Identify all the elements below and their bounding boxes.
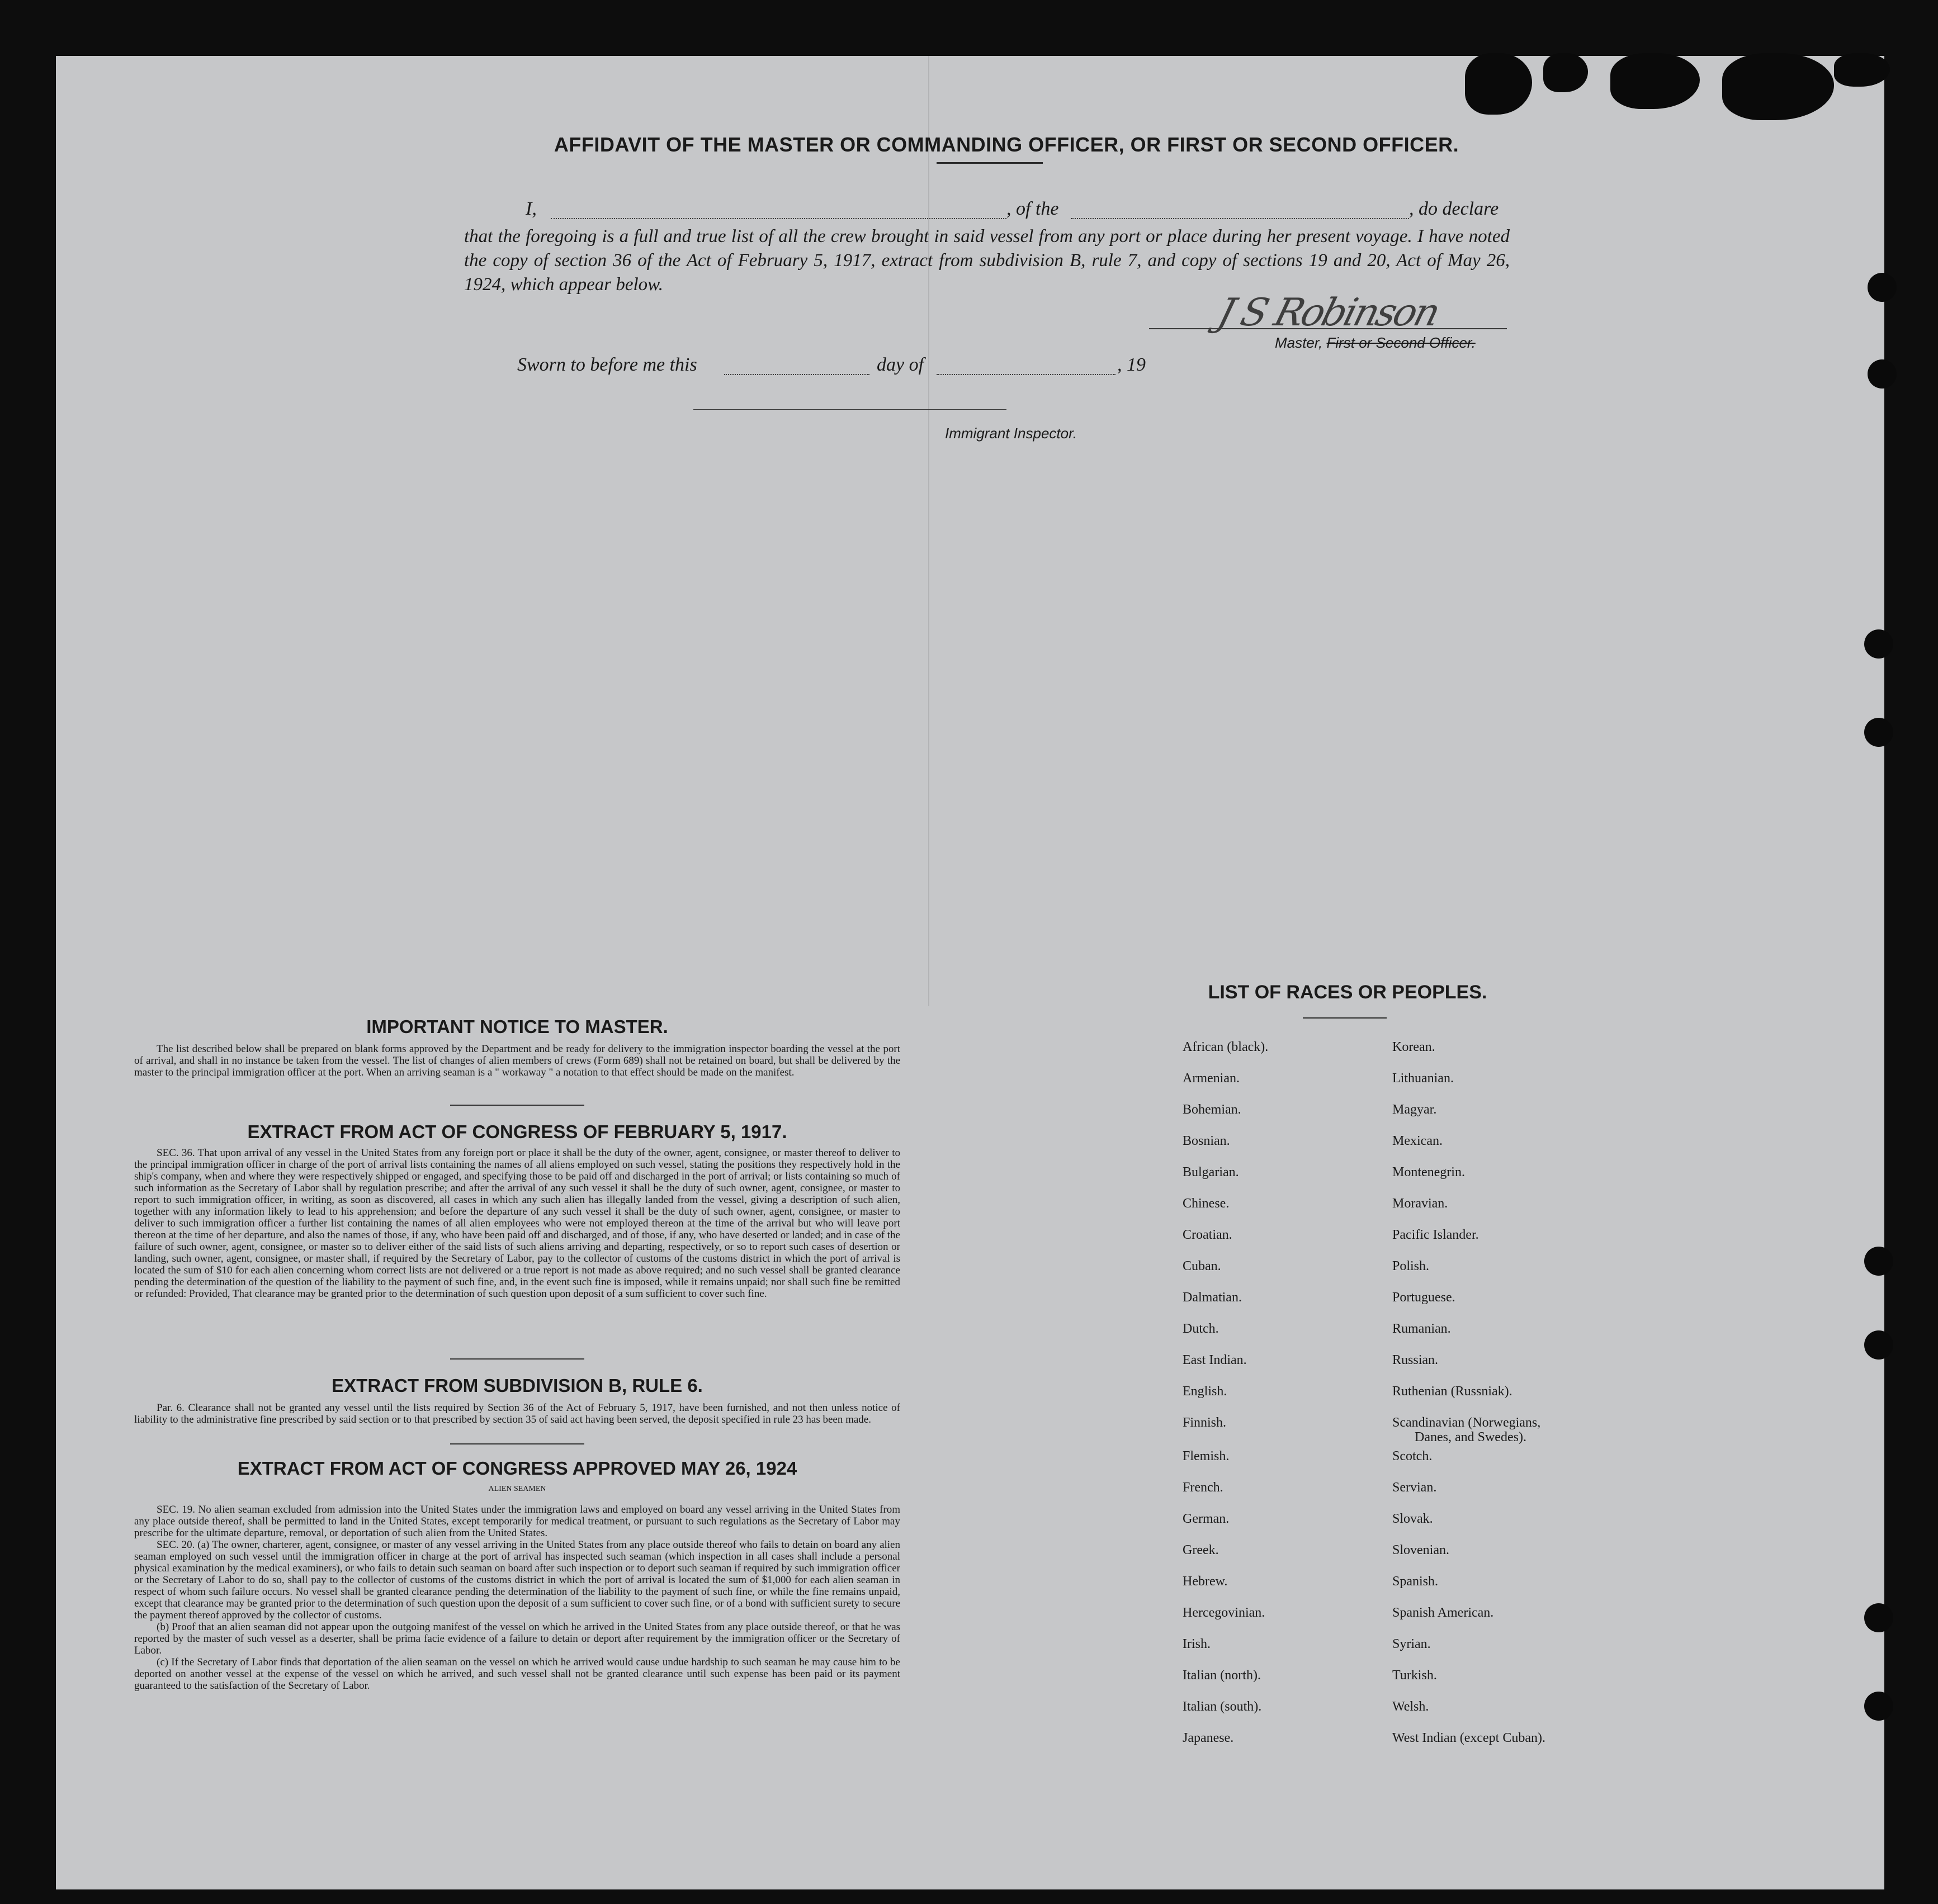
race-item: Chinese. — [1183, 1196, 1230, 1211]
punch-hole — [1864, 1247, 1893, 1276]
race-item: Polish. — [1392, 1259, 1430, 1273]
i-label: I, — [526, 198, 537, 219]
race-item: Lithuanian. — [1392, 1071, 1454, 1086]
race-item: Syrian. — [1392, 1637, 1431, 1651]
sec20b-text: (b) Proof that an alien seaman did not appear upon the outgoing manifest of the vessel on which he arrived in the United States from any place outside thereof, or that he was reported by the master of such vessel as a deserter, shall be prima facie evidence of a failure to detain or deport after requirement by the immigration officer or the Secretary of Labor. — [134, 1621, 900, 1656]
day-of-label: day of — [877, 354, 924, 375]
race-item: Slovenian. — [1392, 1543, 1449, 1557]
divider — [450, 1105, 584, 1106]
race-item: Rumanian. — [1392, 1322, 1451, 1336]
punch-hole — [1864, 1692, 1893, 1721]
declaration-text: that the foregoing is a full and true list of all the crew brought in said vessel from any port or place during her present voyage. I have noted the copy of section 36 of the Act of February 5, 1917, extract from subdivision B, rule 7, and copy of sections 19 and 20, Act of May 26, 1924, which appear below. — [464, 226, 1510, 295]
punch-hole — [1868, 359, 1897, 389]
race-item: Portuguese. — [1392, 1290, 1455, 1305]
race-item: Ruthenian (Russniak). — [1392, 1384, 1512, 1399]
extract-1924-title: EXTRACT FROM ACT OF CONGRESS APPROVED MAY 26, 1924 — [237, 1458, 797, 1479]
race-item: German. — [1183, 1512, 1230, 1526]
race-item: African (black). — [1183, 1040, 1269, 1054]
month-blank[interactable] — [937, 373, 1115, 375]
race-item: Korean. — [1392, 1040, 1435, 1054]
race-item: Montenegrin. — [1392, 1165, 1465, 1180]
extract-1917-body — [134, 1147, 900, 1300]
race-item: Greek. — [1183, 1543, 1219, 1557]
race-item: Bohemian. — [1183, 1102, 1241, 1117]
race-item: East Indian. — [1183, 1353, 1247, 1367]
sec20c-text: (c) If the Secretary of Labor finds that deportation of the alien seaman on the vessel on which he arrived would cause undue hardship to such seaman he may cause him to be deported on another vessel at the expense of the vessel on which he arrived, and such vessel shall not be granted clearance until such expense has been paid or its payment guaranteed to the satisfaction of the Secretary of Labor. — [134, 1656, 900, 1692]
notice-text: The list described below shall be prepared on blank forms approved by the Department and be ready for delivery to the immigration inspector boarding the vessel at the port of arrival, and shall in no instance be taken from the vessel. The list of changes of alien members of crews (Form 689) shall not be retained on board, but shall be delivered by the master to the principal immigration officer at the port. When an arriving seaman is a " workaway " a notation to that effect should be made on the manifest. — [134, 1043, 900, 1078]
master-signature: J S Robinson — [1213, 291, 1443, 335]
race-item: Spanish American. — [1392, 1605, 1494, 1620]
race-item: Servian. — [1392, 1480, 1437, 1495]
race-item: Moravian. — [1392, 1196, 1448, 1211]
race-item: Bulgarian. — [1183, 1165, 1239, 1180]
races-title: LIST OF RACES OR PEOPLES. — [1208, 982, 1487, 1003]
race-item: Finnish. — [1183, 1415, 1227, 1430]
extract-1917-title: EXTRACT FROM ACT OF CONGRESS OF FEBRUARY 5, 1917. — [247, 1121, 787, 1142]
race-item: Slovak. — [1392, 1512, 1433, 1526]
race-item: Scotch. — [1392, 1449, 1433, 1463]
race-item: Magyar. — [1392, 1102, 1437, 1117]
punch-hole — [1864, 718, 1893, 747]
of-the-label: , of the — [1006, 198, 1059, 219]
extract-1924-body — [134, 1504, 900, 1692]
divider — [450, 1443, 584, 1444]
notice-body — [134, 1043, 900, 1078]
race-item: Japanese. — [1183, 1731, 1234, 1745]
notice-title: IMPORTANT NOTICE TO MASTER. — [366, 1016, 668, 1037]
fold-line — [928, 56, 929, 1006]
divider — [450, 1358, 584, 1360]
races-right-column — [1392, 1040, 1545, 1762]
race-item: Italian (north). — [1183, 1668, 1261, 1683]
struck-officer-label: First or Second Officer. — [1326, 334, 1476, 351]
race-item: Cuban. — [1183, 1259, 1221, 1273]
race-item: English. — [1183, 1384, 1227, 1399]
name-blank[interactable] — [551, 217, 1006, 219]
affidavit-title: AFFIDAVIT OF THE MASTER OR COMMANDING OFFICER, OR FIRST OR SECOND OFFICER. — [554, 133, 1459, 156]
race-item: Hebrew. — [1183, 1574, 1228, 1589]
alien-seamen-subtitle: ALIEN SEAMEN — [488, 1485, 546, 1493]
title-underline — [937, 162, 1043, 164]
race-item: Pacific Islander. — [1392, 1228, 1479, 1242]
races-title-underline — [1303, 1017, 1387, 1019]
sworn-label: Sworn to before me this — [517, 354, 697, 375]
race-item-line: Scandinavian (Norwegians, — [1392, 1415, 1541, 1430]
rule6-text: Par. 6. Clearance shall not be granted any vessel until the lists required by Section 36 of the Act of February 5, 1917, have been furnished, and not then unless notice of liability to the administrative fine prescribed by said section or to that prescribed by section 35 of said act having been served, the deposit specified in rule 23 has been made. — [134, 1402, 900, 1425]
race-item: Russian. — [1392, 1353, 1439, 1367]
race-item: Mexican. — [1392, 1134, 1443, 1148]
race-item: Armenian. — [1183, 1071, 1240, 1086]
race-item: Flemish. — [1183, 1449, 1230, 1463]
punch-hole — [1868, 273, 1897, 302]
race-item: Irish. — [1183, 1637, 1211, 1651]
master-word: Master, — [1275, 334, 1323, 351]
race-item: French. — [1183, 1480, 1223, 1495]
race-item: Welsh. — [1392, 1699, 1429, 1714]
race-item: Hercegovinian. — [1183, 1605, 1265, 1620]
sec19-text: SEC. 19. No alien seaman excluded from admission into the United States under the immigration laws and employed on board any vessel arriving in the United States from any place outside thereof, shall be permitted to land in the United States, except temporarily for medical treatment, or pursuant to such regulations as the Secretary of Labor may prescribe for the ultimate departure, removal, or deportation of such alien from the United States. — [134, 1504, 900, 1539]
sec36-text: SEC. 36. That upon arrival of any vessel in the United States from any foreign port or place it shall be the duty of the owner, agent, consignee, or master thereof to deliver to the principal immigration officer in charge of the port of arrival lists containing the names of all aliens employed on such vessel, stating the positions they respectively hold in the ship's company, when and where they were respectively shipped or engaged, and specifying those to be paid off and discharged in the port of arrival; or lists containing so much of such information as the Secretary of Labor shall by regulation prescribe; and after the arrival of any such vessel it shall be the duty of such owner, agent, consignee, or master to report to such immigration officer, in writing, as soon as discovered, all cases in which any such alien has illegally landed from the vessel, giving a description of such alien, together with any information likely to lead to his apprehension; and before the departure of any such vessel it shall be the duty of such owner, agent, consignee, or master to deliver to such immigration officer a further list containing the names of all alien employees who were not employed thereon at the time of the arrival but who will leave port thereon at the time of her departure, and also the names of those, if any, who have been paid off and discharged, and of those, if any, who have deserted or landed; and in case of the failure of such owner, agent, consignee, or master so to deliver either of the said lists of such aliens arriving and departing, respectively, or so to report such cases of desertion or landing, such owner, agent, consignee, or master shall, if required by the Secretary of Labor, pay to the collector of customs of the customs district in which the port of arrival is located the sum of $10 for each alien concerning whom correct lists are not delivered or a true report is not made as above required; and no such vessel shall be granted clearance pending the determination of the question of the liability to the payment of such fine, and, in the event such fine is imposed, while it remains unpaid; nor shall such fine be remitted or refunded: Provided, That clearance may be granted prior to the determination of such question upon deposit of a sum sufficient to cover such fine. — [134, 1147, 900, 1300]
rule6-body — [134, 1402, 900, 1425]
race-item: Croatian. — [1183, 1228, 1232, 1242]
day-blank[interactable] — [724, 373, 869, 375]
punch-hole — [1864, 629, 1893, 659]
signature-line — [1149, 327, 1507, 329]
race-item: Spanish. — [1392, 1574, 1439, 1589]
races-left-column — [1183, 1040, 1268, 1762]
race-item: West Indian (except Cuban). — [1392, 1731, 1545, 1745]
sec20a-text: SEC. 20. (a) The owner, charterer, agent, consignee, or master of any vessel arriving in the United States from any place outside thereof who fails to detain on board any alien seaman employed on such vessel until the immigration officer in charge at the port of arrival has inspected such seaman (which inspection in all cases shall include a personal physical examination by the medical examiners), or who fails to detain such seaman on board after such inspection or to deport such seaman if required by such immigration officer or the Secretary of Labor to do so, shall pay to the collector of customs of the customs district in which the port of arrival is located the sum of $1,000 for each alien seaman in respect of whom such failure occurs. No vessel shall be granted clearance pending the determination of the liability to the payment of such fine, or while the fine remains unpaid, except that clearance may be granted prior to the determination of such question upon the deposit of a sum sufficient to cover such fine, or of a bond with sufficient surety to secure the payment thereof approved by the collector of customs. — [134, 1539, 900, 1621]
race-item — [1392, 1415, 1545, 1449]
race-item: Turkish. — [1392, 1668, 1437, 1683]
race-item: Italian (south). — [1183, 1699, 1262, 1714]
punch-hole — [1864, 1603, 1893, 1632]
do-declare-label: , do declare — [1409, 198, 1499, 219]
race-item: Dutch. — [1183, 1322, 1219, 1336]
race-item: Bosnian. — [1183, 1134, 1230, 1148]
rule6-title: EXTRACT FROM SUBDIVISION B, RULE 6. — [332, 1375, 703, 1396]
inspector-label: Immigrant Inspector. — [945, 425, 1077, 442]
master-label — [1275, 334, 1476, 352]
race-item-line: Danes, and Swedes). — [1415, 1430, 1526, 1444]
inspector-signature-line — [693, 408, 1006, 410]
race-item: Dalmatian. — [1183, 1290, 1242, 1305]
vessel-blank[interactable] — [1071, 217, 1409, 219]
year-label: , 19 — [1117, 354, 1146, 375]
punch-hole — [1864, 1330, 1893, 1360]
